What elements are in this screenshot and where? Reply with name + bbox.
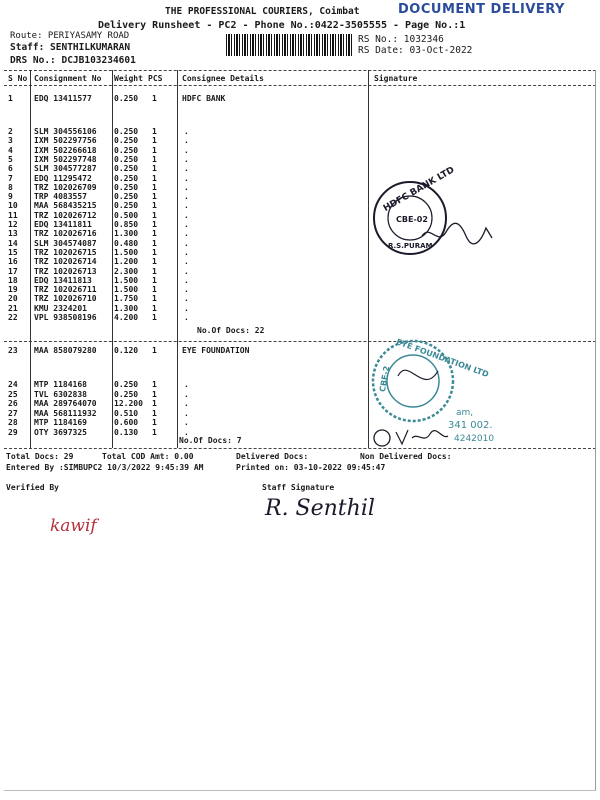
cell-sno: 10 <box>8 201 18 211</box>
cell-pcs: 1 <box>152 182 157 192</box>
cell-weight: 1.500 <box>114 275 139 285</box>
col-pcs: PCS <box>148 74 163 83</box>
cell-consignment: TRZ 102026714 <box>34 257 97 267</box>
eye-stamp-line3: 4242010 <box>454 434 495 444</box>
cell-pcs: 1 <box>152 210 157 220</box>
cell-pcs: 1 <box>152 229 157 239</box>
cell-sno: 7 <box>8 173 13 183</box>
staff-handwritten-signature: R. Senthil <box>265 496 375 521</box>
cell-sno: 26 <box>8 399 18 408</box>
consignee-dot: . <box>184 173 189 183</box>
cell-sno: 20 <box>8 294 18 304</box>
consignee-dot: . <box>184 136 189 146</box>
cell-weight: 0.120 <box>114 346 139 355</box>
cell-consignment: MAA 568111932 <box>34 408 97 418</box>
cell-weight: 0.250 <box>114 389 139 399</box>
consignee-dot: . <box>184 238 189 248</box>
cell-consignment: MTP 1184169 <box>34 418 87 427</box>
cell-sno: 23 <box>8 346 18 355</box>
total-cod: Total COD Amt: 0.00 <box>102 452 194 461</box>
cell-weight: 1.500 <box>114 285 139 295</box>
consignee-dot: . <box>184 247 189 257</box>
cell-sno: 13 <box>8 229 18 239</box>
cell-pcs: 1 <box>152 238 157 248</box>
cell-weight: 0.250 <box>114 127 139 136</box>
cell-consignment: KMU 2324201 <box>34 303 87 313</box>
cell-sno: 22 <box>8 313 18 322</box>
cell-weight: 0.250 <box>114 154 139 164</box>
consignee-dot: . <box>184 145 189 155</box>
cell-pcs: 1 <box>152 173 157 183</box>
cell-weight: 0.250 <box>114 173 139 183</box>
cell-pcs: 1 <box>152 164 157 174</box>
cell-pcs: 1 <box>152 94 157 103</box>
cell-pcs: 1 <box>152 127 157 136</box>
hdfc-stamp-text: HDFC BANK LTD <box>381 165 457 215</box>
cell-weight: 1.500 <box>114 247 139 257</box>
cell-consignment: TRZ 102026710 <box>34 294 97 304</box>
cell-pcs: 1 <box>152 136 157 146</box>
cell-pcs: 1 <box>152 145 157 155</box>
cell-pcs: 1 <box>152 380 157 389</box>
cell-sno: 4 <box>8 145 13 155</box>
cell-weight: 4.200 <box>114 313 139 322</box>
cell-pcs: 1 <box>152 399 157 408</box>
cell-sno: 11 <box>8 210 18 220</box>
cell-sno: 27 <box>8 408 18 418</box>
delivered-docs: Delivered Docs: <box>236 452 309 461</box>
consignee-dot: . <box>184 303 189 313</box>
cell-consignee: HDFC BANK <box>182 94 226 103</box>
document-delivery-stamp: DOCUMENT DELIVERY <box>398 2 565 17</box>
cell-weight: 1.300 <box>114 303 139 313</box>
col-sno: S No <box>8 74 28 83</box>
cell-consignment: MAA 568435215 <box>34 201 97 211</box>
consignee-dot: . <box>184 266 189 276</box>
cell-pcs: 1 <box>152 275 157 285</box>
cell-consignment: TRZ 102026711 <box>34 285 97 295</box>
col-consignment: Consignment No <box>34 74 102 83</box>
cell-sno: 14 <box>8 238 18 248</box>
cell-weight: 0.250 <box>114 94 139 103</box>
cell-sno: 3 <box>8 136 13 146</box>
cell-sno: 21 <box>8 303 18 313</box>
cell-consignment: IXM 502297748 <box>34 154 97 164</box>
page-bottom-edge <box>4 790 596 791</box>
group2-doc-count: No.Of Docs: 7 <box>179 436 242 445</box>
cell-consignment: TRZ 102026713 <box>34 266 97 276</box>
staff-signature-label: Staff Signature <box>262 483 335 492</box>
consignee-dot: . <box>184 257 189 267</box>
cell-consignment: EDQ 13411811 <box>34 220 92 229</box>
verified-by-handwriting: kawif <box>50 516 97 536</box>
cell-pcs: 1 <box>152 408 157 418</box>
cell-sno: 9 <box>8 192 13 202</box>
col-consignee: Consignee Details <box>182 74 264 83</box>
cell-consignment: VPL 938508196 <box>34 313 97 322</box>
group2-bottom-rule <box>4 448 596 449</box>
table-top-rule <box>4 70 596 71</box>
cell-pcs: 1 <box>152 346 157 355</box>
cell-pcs: 1 <box>152 427 157 437</box>
entered-by: Entered By :SIMBUPC2 10/3/2022 9:45:39 AM <box>6 463 204 472</box>
cell-pcs: 1 <box>152 418 157 427</box>
drs-number: DRS No.: DCJB103234601 <box>10 55 136 66</box>
cell-pcs: 1 <box>152 247 157 257</box>
cell-consignment: SLM 304556106 <box>34 127 97 136</box>
cell-weight: 0.850 <box>114 220 139 229</box>
cell-consignment: SLM 304574087 <box>34 238 97 248</box>
cell-weight: 0.250 <box>114 136 139 146</box>
cell-consignment: EDQ 11295472 <box>34 173 92 183</box>
cell-pcs: 1 <box>152 257 157 267</box>
cell-weight: 12.200 <box>114 399 143 408</box>
hdfc-stamp-branch: CBE-02 <box>396 215 428 224</box>
cell-sno: 18 <box>8 275 18 285</box>
runsheet-title: Delivery Runsheet - PC2 - Phone No.:0422-3505555 - Page No.:1 <box>98 20 466 31</box>
cell-pcs: 1 <box>152 266 157 276</box>
cell-sno: 12 <box>8 220 18 229</box>
consignee-dot: . <box>184 192 189 202</box>
cell-sno: 25 <box>8 389 18 399</box>
col-signature: Signature <box>374 74 418 83</box>
cell-consignment: IXM 502266618 <box>34 145 97 155</box>
hdfc-signature-scribble <box>420 218 500 248</box>
cell-weight: 1.200 <box>114 257 139 267</box>
cell-sno: 8 <box>8 182 13 192</box>
cell-consignment: MTP 1184168 <box>34 380 87 389</box>
cell-weight: 0.250 <box>114 182 139 192</box>
company-name: THE PROFESSIONAL COURIERS, Coimbat <box>165 6 360 17</box>
cell-pcs: 1 <box>152 192 157 202</box>
group1-bottom-rule <box>4 341 596 342</box>
consignee-dot: . <box>184 154 189 164</box>
cell-weight: 0.250 <box>114 380 139 389</box>
cell-consignment: TRZ 102026712 <box>34 210 97 220</box>
col-divider <box>177 70 178 448</box>
rs-number: RS No.: 1032346 <box>358 34 444 45</box>
staff: Staff: SENTHILKUMARAN <box>10 42 131 53</box>
cell-sno: 2 <box>8 127 13 136</box>
cell-pcs: 1 <box>152 313 157 322</box>
consignee-dot: . <box>184 285 189 295</box>
cell-weight: 1.300 <box>114 229 139 239</box>
cell-sno: 28 <box>8 418 18 427</box>
consignee-dot: . <box>184 313 189 322</box>
cell-weight: 0.600 <box>114 418 139 427</box>
consignee-dot: . <box>184 164 189 174</box>
cell-pcs: 1 <box>152 285 157 295</box>
consignee-dot: . <box>184 220 189 229</box>
cell-consignment: OTY 3697325 <box>34 427 87 437</box>
cell-pcs: 1 <box>152 294 157 304</box>
cell-sno: 17 <box>8 266 18 276</box>
consignee-dot: . <box>184 210 189 220</box>
cell-sno: 5 <box>8 154 13 164</box>
consignee-dot: . <box>184 427 189 437</box>
consignee-dot: . <box>184 294 189 304</box>
consignee-dot: . <box>184 201 189 211</box>
barcode <box>226 34 352 56</box>
printed-on: Printed on: 03-10-2022 09:45:47 <box>236 463 386 472</box>
consignee-dot: . <box>184 389 189 399</box>
cell-sno: 24 <box>8 380 18 389</box>
cell-sno: 29 <box>8 427 18 437</box>
cell-weight: 0.480 <box>114 238 139 248</box>
cell-sno: 16 <box>8 257 18 267</box>
group1-doc-count: No.Of Docs: 22 <box>197 326 265 335</box>
cell-consignment: TRZ 102026709 <box>34 182 97 192</box>
cell-consignment: MAA 858079280 <box>34 346 97 355</box>
cell-consignment: TRZ 102026715 <box>34 247 97 257</box>
cell-sno: 15 <box>8 247 18 257</box>
consignee-dot: . <box>184 275 189 285</box>
consignee-dot: . <box>184 418 189 427</box>
header-bottom-rule <box>4 85 596 86</box>
non-delivered-docs: Non Delivered Docs: <box>360 452 452 461</box>
cell-weight: 0.250 <box>114 201 139 211</box>
cell-consignment: TRZ 102026716 <box>34 229 97 239</box>
consignee-dot: . <box>184 229 189 239</box>
cell-pcs: 1 <box>152 303 157 313</box>
cell-weight: 2.300 <box>114 266 139 276</box>
col-divider <box>112 70 113 448</box>
eye-stamp-line2: 341 002. <box>448 420 493 431</box>
verified-by-label: Verified By <box>6 483 59 492</box>
route: Route: PERIYASAMY ROAD <box>10 31 130 41</box>
cell-weight: 0.500 <box>114 210 139 220</box>
consignee-dot: . <box>184 380 189 389</box>
cell-pcs: 1 <box>152 201 157 211</box>
total-docs: Total Docs: 29 <box>6 452 74 461</box>
cell-consignment: EDQ 13411813 <box>34 275 92 285</box>
cell-weight: 0.250 <box>114 145 139 155</box>
cell-sno: 19 <box>8 285 18 295</box>
cell-pcs: 1 <box>152 389 157 399</box>
cell-weight: 1.750 <box>114 294 139 304</box>
cell-consignment: MAA 289764070 <box>34 399 97 408</box>
cell-sno: 6 <box>8 164 13 174</box>
cell-consignment: IXM 502297756 <box>34 136 97 146</box>
cell-weight: 0.510 <box>114 408 139 418</box>
cell-consignment: TVL 6302838 <box>34 389 87 399</box>
page-right-edge <box>595 70 596 790</box>
cell-pcs: 1 <box>152 154 157 164</box>
eye-stamp-line1: am, <box>456 408 474 418</box>
cell-weight: 0.130 <box>114 427 139 437</box>
eye-stamp-text: EYE FOUNDATION LTD <box>394 337 490 380</box>
col-divider <box>30 70 31 448</box>
cell-consignment: EDQ 13411577 <box>34 94 92 103</box>
consignee-dot: . <box>184 127 189 136</box>
hdfc-stamp-area: R.S.PURAM <box>388 242 433 250</box>
cell-weight: 0.250 <box>114 164 139 174</box>
cell-consignment: TRP 4083557 <box>34 192 87 202</box>
consignee-dot: . <box>184 182 189 192</box>
cell-sno: 1 <box>8 94 13 103</box>
cell-weight: 0.250 <box>114 192 139 202</box>
eye-stamp-branch: CBE-2 <box>378 365 392 393</box>
cell-pcs: 1 <box>152 220 157 229</box>
consignee-dot: . <box>184 399 189 408</box>
cell-consignee: EYE FOUNDATION <box>182 346 250 355</box>
col-weight: Weight <box>114 74 143 83</box>
cell-consignment: SLM 304577287 <box>34 164 97 174</box>
consignee-dot: . <box>184 408 189 418</box>
rs-date: RS Date: 03-Oct-2022 <box>358 45 473 56</box>
eye-signature-scribble <box>372 424 452 450</box>
